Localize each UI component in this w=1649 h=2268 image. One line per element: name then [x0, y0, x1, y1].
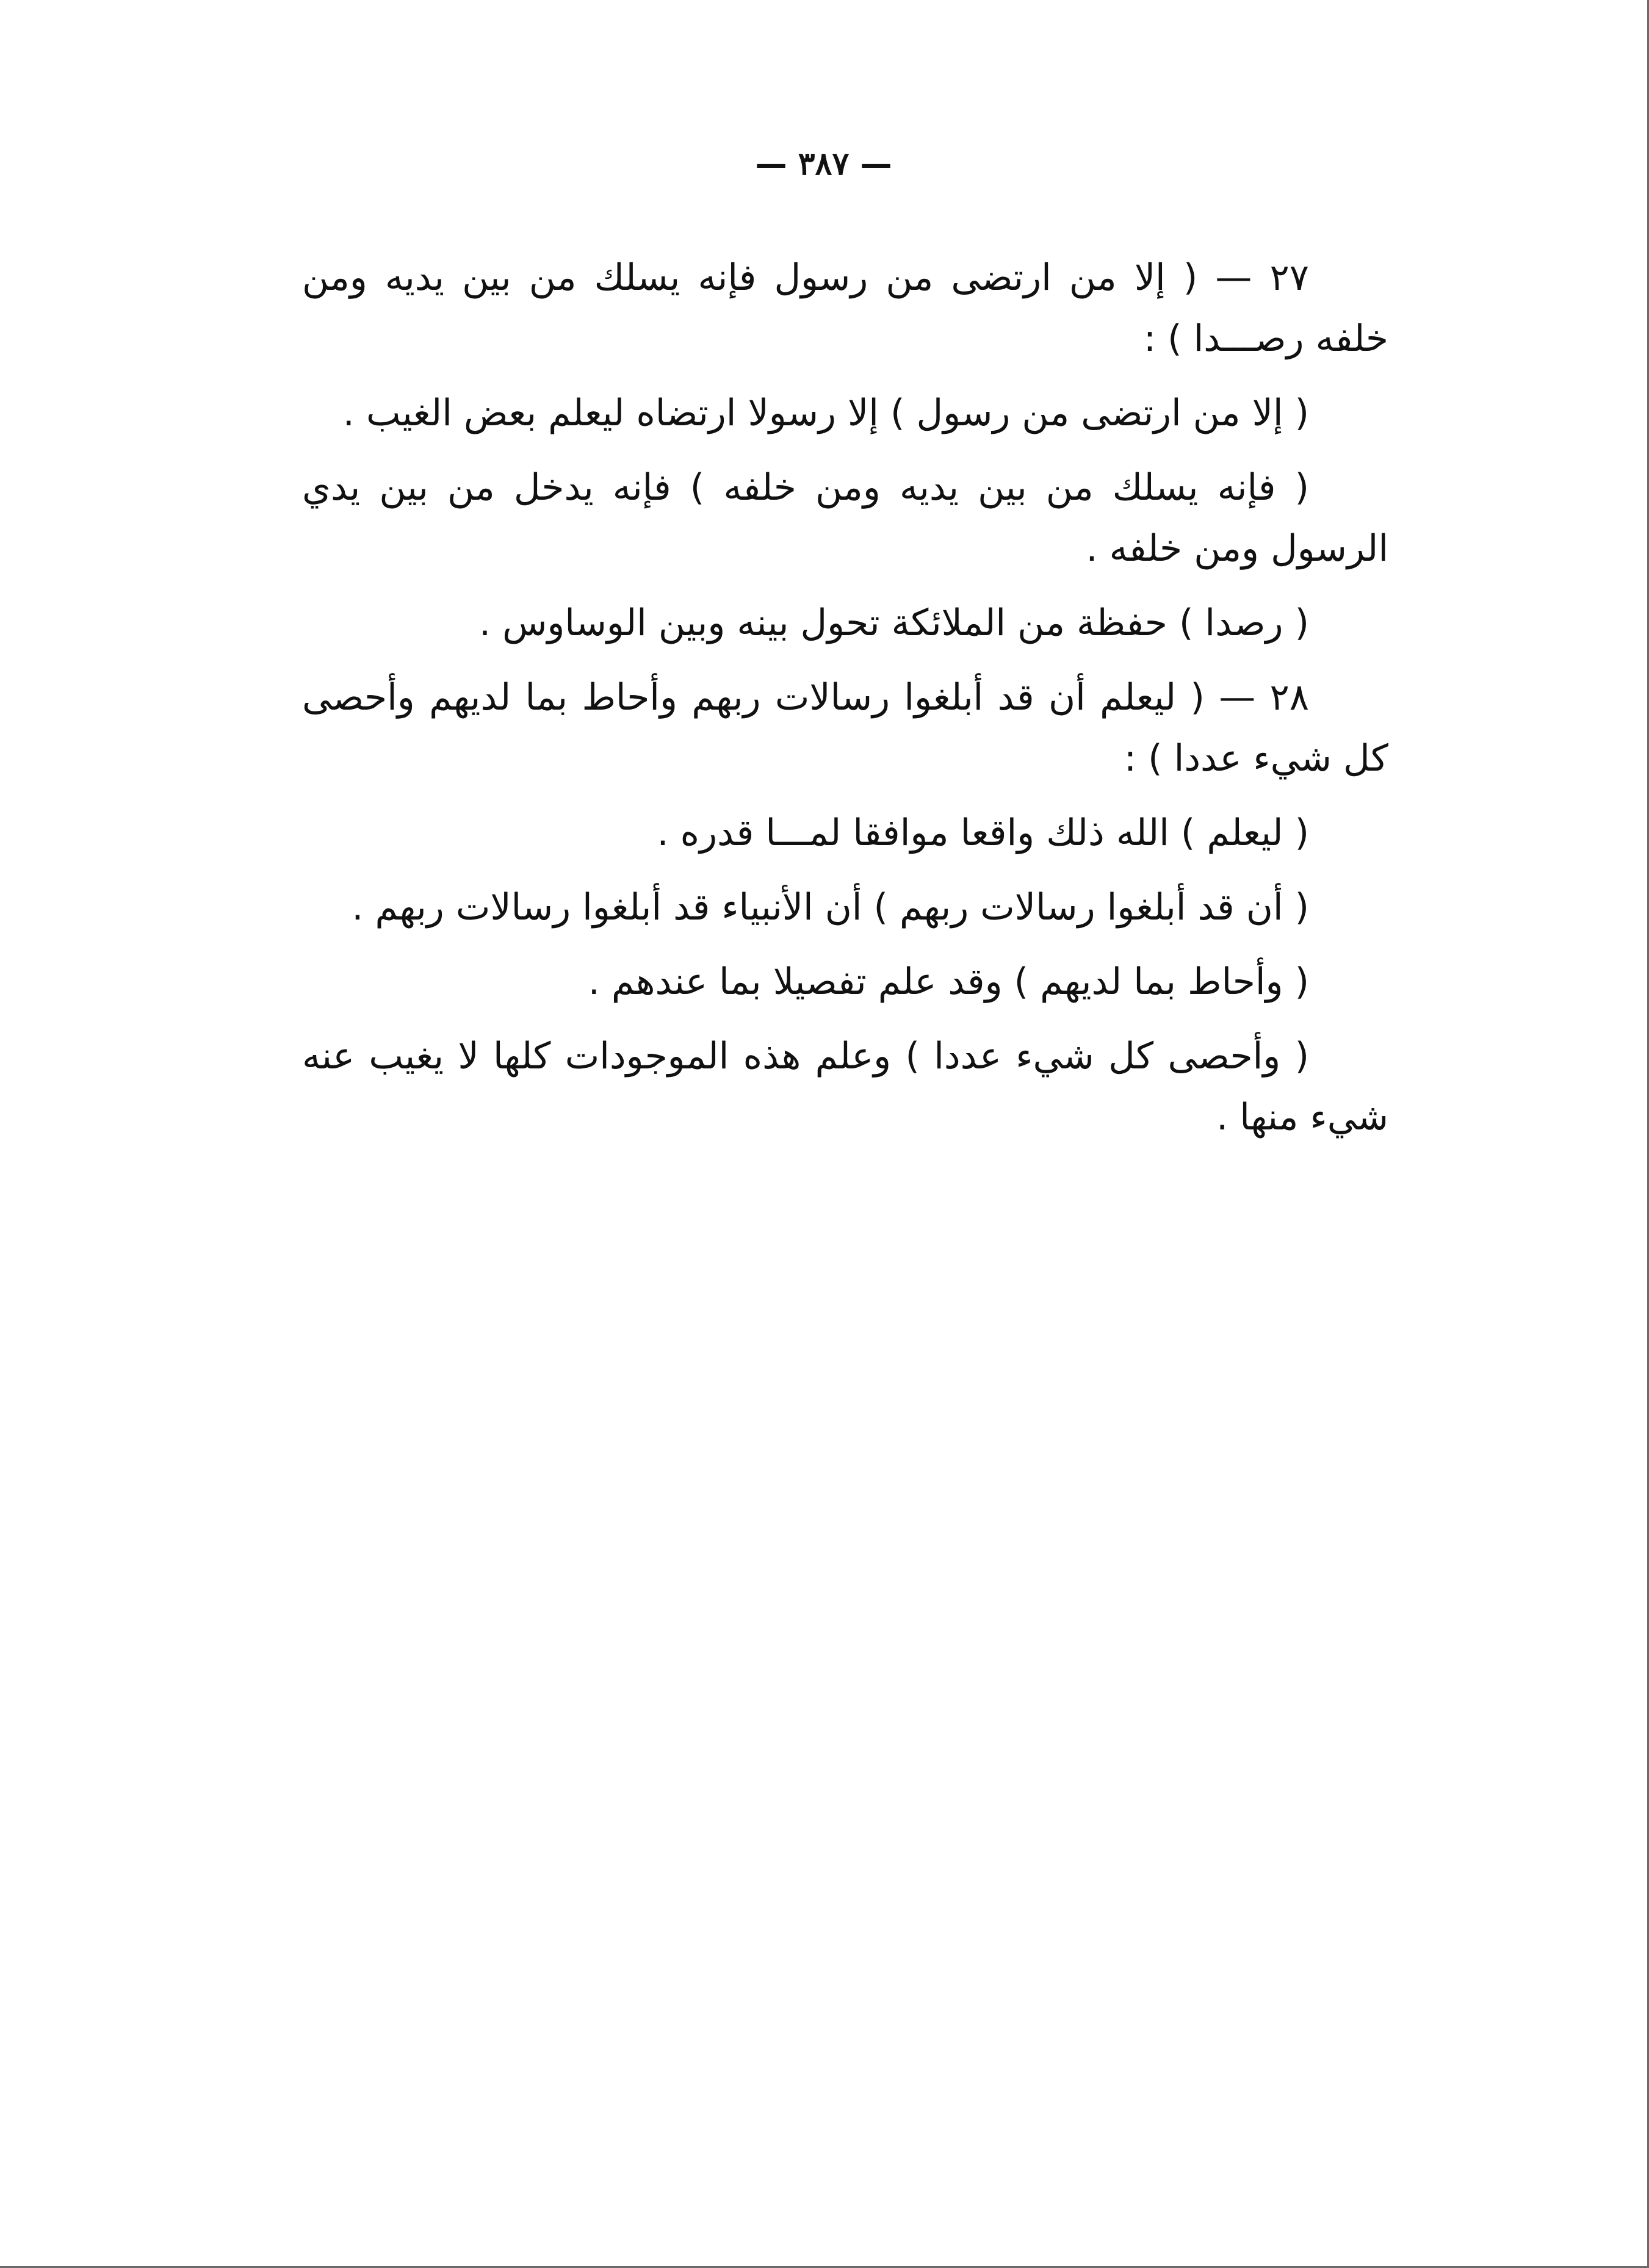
commentary-paragraph: ( ليعلم ) الله ذلك واقعا موافقا لمـــا قدره .	[657, 812, 1309, 854]
commentary-paragraph: ( أن قد أبلغوا رسالات ربهم ) أن الأنبياء قد أبلغوا رسالات ربهم .	[352, 886, 1309, 929]
commentary-paragraph: ( فإنه يسلك من بين يديه ومن خلفه ) فإنه يدخل من بين يدي الرسول ومن خلفه .	[302, 466, 1388, 570]
verse-27-heading: ٢٧ — ( إلا من ارتضى من رسول فإنه يسلك من بين يديه ومن خلفه رصـــدا ) :	[302, 256, 1388, 360]
commentary-paragraph: ( إلا من ارتضى من رسول ) إلا رسولا ارتضاه ليعلم بعض الغيب .	[342, 392, 1309, 434]
commentary-paragraph: ( وأحصى كل شيء عددا ) وعلم هذه الموجودات كلها لا يغيب عنه شيء منها .	[302, 1035, 1388, 1139]
page-number: — ٣٨٧ —	[755, 145, 892, 182]
commentary-paragraph: ( رصدا ) حفظة من الملائكة تحول بينه وبين الوساوس .	[478, 602, 1309, 644]
verse-28-heading: ٢٨ — ( ليعلم أن قد أبلغوا رسالات ربهم وأحاط بما لديهم وأحصى كل شيء عددا ) :	[302, 676, 1388, 780]
commentary-paragraph: ( وأحاط بما لديهم ) وقد علم تفصيلا بما عندهم .	[588, 960, 1309, 1003]
page-body	[302, 247, 1388, 1161]
